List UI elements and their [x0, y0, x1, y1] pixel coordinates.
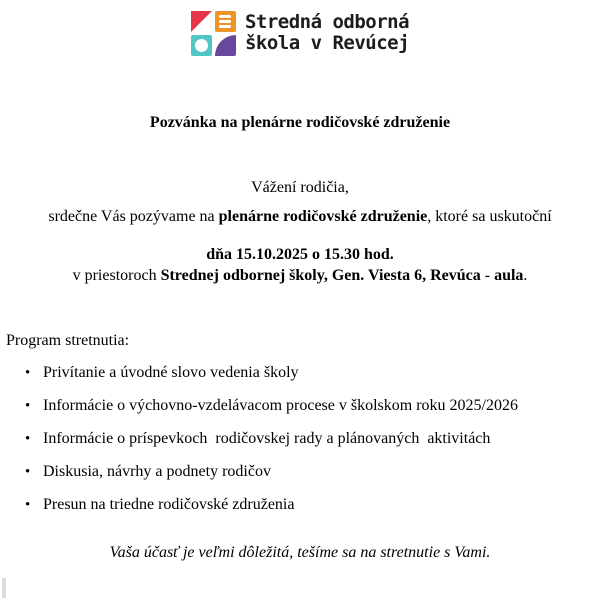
program-heading: Program stretnutia: — [6, 332, 130, 349]
bullet-icon: • — [25, 365, 31, 381]
venue-line — [0, 266, 600, 286]
invitation-event-name: plenárne rodičovské združenie — [218, 208, 428, 225]
venue-separator: - — [480, 267, 495, 284]
quarter-circle-icon — [215, 35, 236, 56]
page-edge-mark — [2, 578, 6, 598]
venue-prefix: v priestoroch — [72, 267, 161, 284]
triangle-icon — [191, 11, 212, 32]
list-item — [0, 462, 600, 482]
bullet-icon: • — [25, 497, 31, 513]
program-list — [0, 363, 600, 515]
invitation-line — [0, 207, 600, 227]
school-name-line2: škola v Revúcej — [244, 32, 410, 54]
bullet-icon: • — [25, 464, 31, 480]
list-item — [0, 429, 600, 449]
invitation-suffix: , ktoré sa uskutoční — [427, 208, 552, 225]
bullet-icon: • — [25, 398, 31, 414]
venue-suffix: . — [523, 267, 528, 284]
page-title: Pozvánka na plenárne rodičovské združenie — [149, 114, 451, 131]
list-item-text: Privítanie a úvodné slovo vedenia školy — [43, 364, 299, 381]
invitation-prefix: srdečne Vás pozývame na — [48, 208, 219, 225]
list-item — [0, 495, 600, 515]
logo-tiles — [191, 11, 236, 56]
school-logo — [0, 0, 600, 56]
list-item-text: Presun na triedne rodičovské združenia — [43, 496, 295, 513]
list-item-text: Diskusia, návrhy a podnety rodičov — [43, 463, 271, 480]
list-item — [0, 396, 600, 416]
school-name-line1: Stredná odborná — [244, 11, 410, 33]
school-name — [245, 11, 409, 54]
venue-school-address: Strednej odbornej školy, Gen. Viesta 6, Revúca — [160, 267, 481, 284]
datetime-line: dňa 15.10.2025 o 15.30 hod. — [206, 246, 394, 263]
circle-icon — [191, 35, 212, 56]
salutation-text: Vážení rodičia, — [251, 179, 349, 196]
closing-note: Vaša účasť je veľmi dôležitá, tešíme sa na stretnutie s Vami. — [109, 544, 491, 561]
list-item-text: Informácie o výchovno-vzdelávacom procese v školskom roku 2025/2026 — [43, 397, 518, 414]
list-item — [0, 363, 600, 383]
venue-room: aula — [494, 267, 524, 284]
menu-lines-icon — [215, 11, 236, 32]
bullet-icon: • — [25, 431, 31, 447]
list-item-text: Informácie o príspevkoch rodičovskej rady a plánovaných aktivitách — [43, 430, 491, 447]
